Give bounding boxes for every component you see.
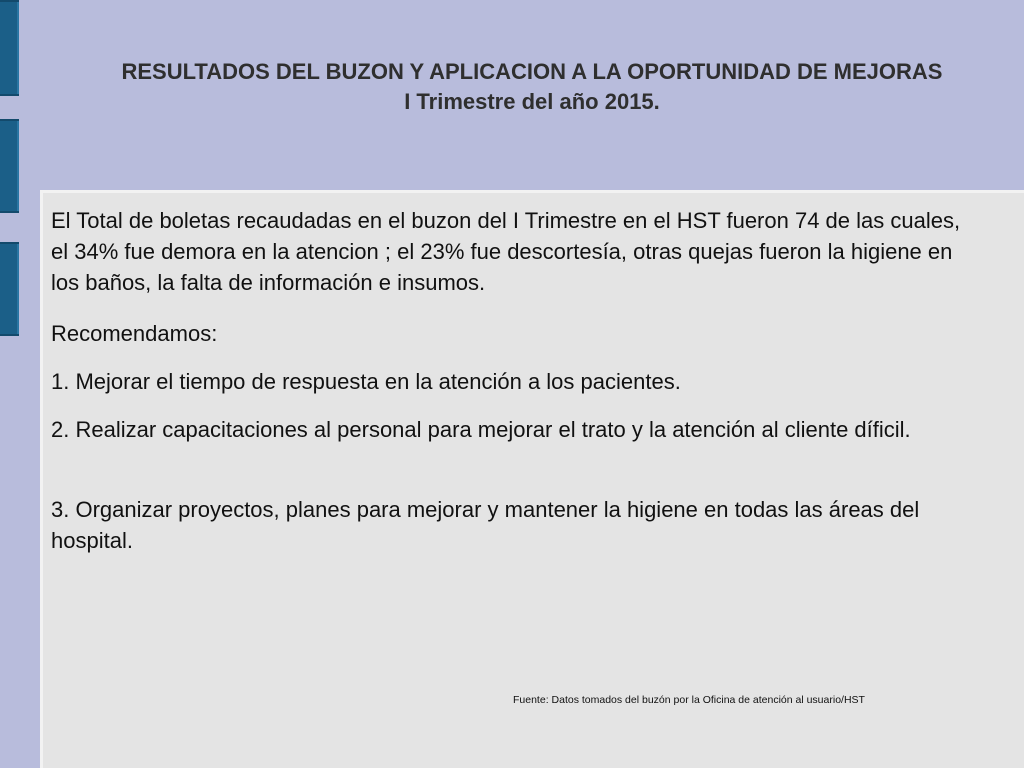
recommendation-item-1: 1. Mejorar el tiempo de respuesta en la atención a los pacientes. [51,369,681,394]
decorative-bar-top [0,0,19,96]
decorative-bar-middle [0,119,19,213]
summary-paragraph: El Total de boletas recaudadas en el buzon del I Trimestre en el HST fueron 74 de las cuales, el 34% fue demora en la atencion ; el 23% fue descortesía, otras quejas fueron la higiene en los baños, la falta de información e insumos. [51,208,961,295]
recommendation-item-2: 2. Realizar capacitaciones al personal para mejorar el trato y la atención al cliente díficil. [51,417,911,442]
slide-title [90,57,974,117]
slide-subtitle: I Trimestre del año 2015. [404,89,660,114]
recommendation-item-3: 3. Organizar proyectos, planes para mejorar y mantener la higiene en todas las áreas del hospital. [51,497,920,553]
recommendations-heading: Recomendamos: [51,321,218,346]
decorative-bar-bottom [0,242,19,336]
source-note: Fuente: Datos tomados del buzón por la Oficina de atención al usuario/HST [513,694,865,706]
slide-title-main: RESULTADOS DEL BUZON Y APLICACION A LA OPORTUNIDAD DE MEJORAS [121,59,943,84]
